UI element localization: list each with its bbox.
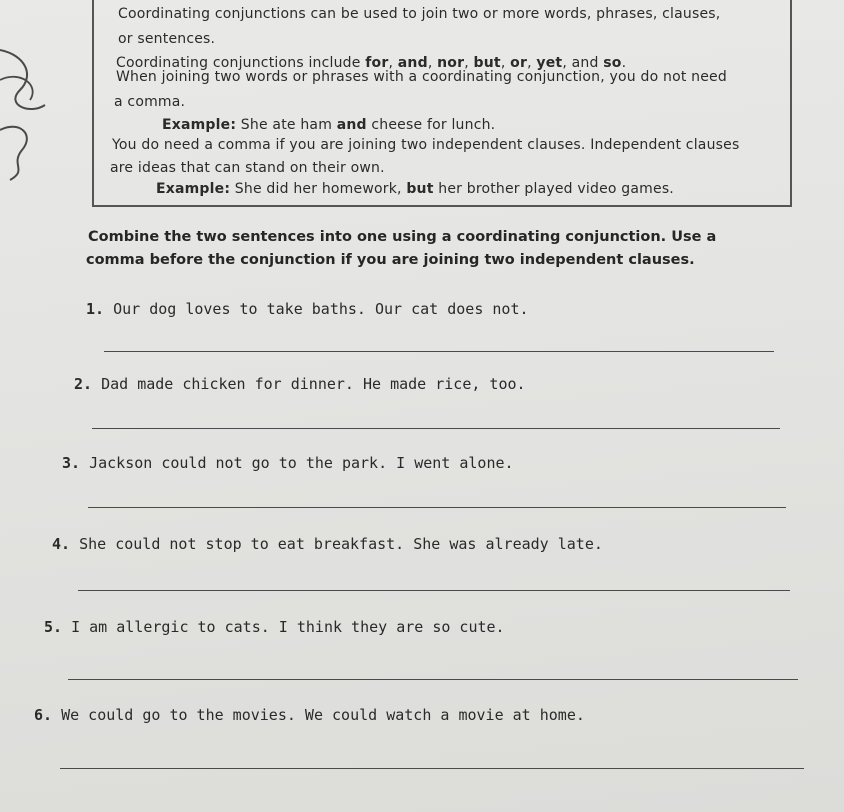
question-2: 2. Dad made chicken for dinner. He made rice, too. — [74, 375, 526, 393]
example-1: Example: She ate ham and cheese for lunch. — [162, 117, 496, 133]
rule-line-4: When joining two words or phrases with a coordinating conjunction, you do not need — [116, 69, 727, 85]
rule-line-5: a comma. — [114, 94, 186, 110]
instructions-line-2: comma before the conjunction if you are joining two independent clauses. — [86, 252, 695, 268]
question-5: 5. I am allergic to cats. I think they are so cute. — [44, 618, 505, 636]
rule-line-7: are ideas that can stand on their own. — [110, 160, 385, 176]
answer-line-2[interactable] — [92, 428, 780, 429]
answer-line-6[interactable] — [60, 768, 804, 769]
rule-line-1: Coordinating conjunctions can be used to join two or more words, phrases, clauses, — [118, 6, 721, 22]
rule-line-2: or sentences. — [118, 31, 216, 47]
answer-line-4[interactable] — [78, 590, 790, 591]
rule-line-3: Coordinating conjunctions include for, and, nor, but, or, yet, and so. — [116, 55, 627, 71]
question-3: 3. Jackson could not go to the park. I went alone. — [62, 454, 514, 472]
question-4: 4. She could not stop to eat breakfast. She was already late. — [52, 535, 603, 553]
rule-line-6: You do need a comma if you are joining two independent clauses. Independent clauses — [112, 137, 740, 153]
answer-line-1[interactable] — [104, 351, 774, 352]
instructions-line-1: Combine the two sentences into one using a coordinating conjunction. Use a — [88, 229, 717, 245]
answer-line-5[interactable] — [68, 679, 798, 680]
question-6: 6. We could go to the movies. We could watch a movie at home. — [34, 706, 585, 724]
example-2: Example: She did her homework, but her brother played video games. — [156, 181, 674, 197]
question-1: 1. Our dog loves to take baths. Our cat does not. — [86, 300, 529, 318]
answer-line-3[interactable] — [88, 507, 786, 508]
decorative-swirl-border — [0, 20, 60, 220]
